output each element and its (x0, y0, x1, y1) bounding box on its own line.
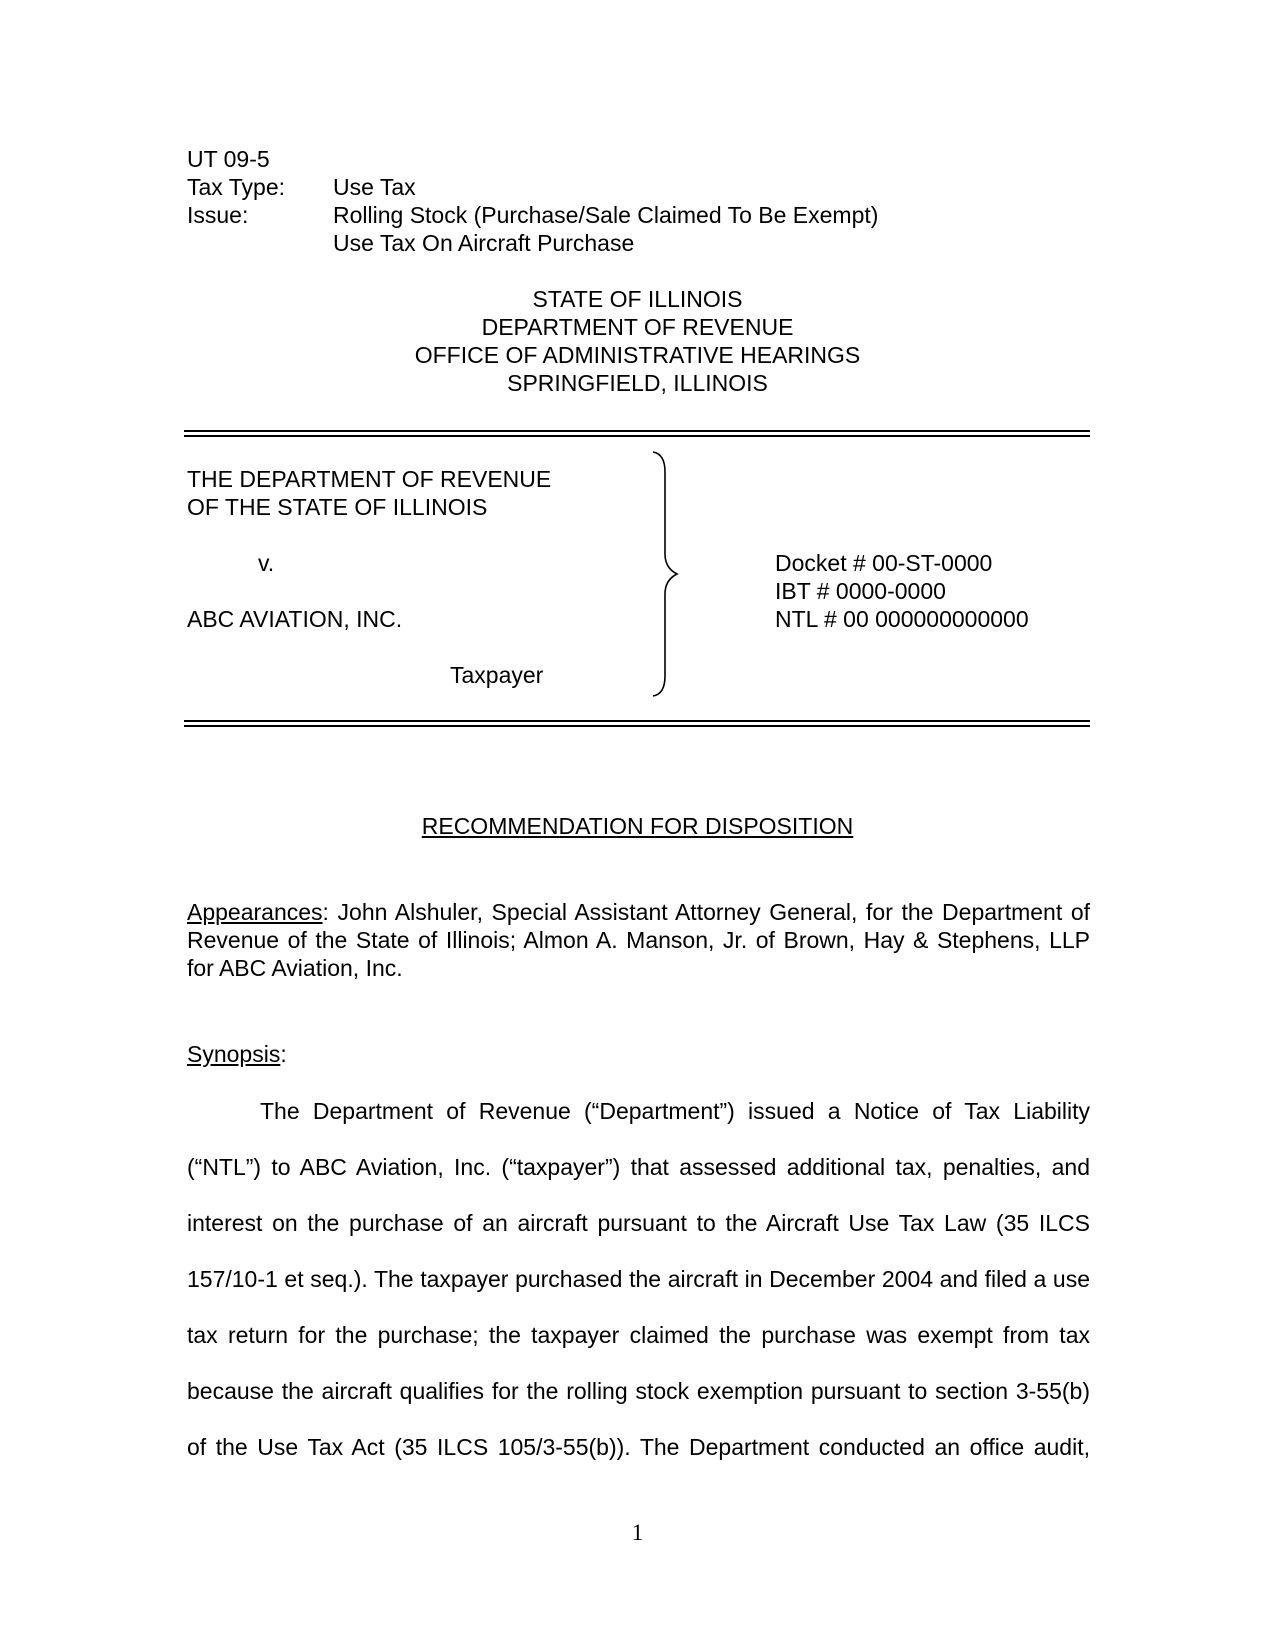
tax-type-value: Use Tax (333, 174, 416, 200)
agency-line-1: STATE OF ILLINOIS (532, 286, 743, 312)
document-title: RECOMMENDATION FOR DISPOSITION (421, 813, 854, 839)
synopsis-line-7: of the Use Tax Act (35 ILCS 105/3-55(b)). The Department conducted an office audit, (187, 1434, 1090, 1460)
synopsis-line-5: tax return for the purchase; the taxpayer claimed the purchase was exempt from tax (187, 1322, 1090, 1348)
synopsis-line-4: 157/10-1 et seq.). The taxpayer purchased the aircraft in December 2004 and filed a use (187, 1266, 1090, 1292)
plaintiff-line-2: OF THE STATE OF ILLINOIS (187, 494, 488, 520)
ntl-number: NTL # 00 000000000000 (775, 606, 1029, 632)
appearances-line-3: for ABC Aviation, Inc. (187, 955, 403, 981)
agency-line-2: DEPARTMENT OF REVENUE (481, 314, 794, 340)
appearances-line-1 (187, 898, 1090, 926)
issue-value-2: Use Tax On Aircraft Purchase (333, 230, 635, 256)
versus: v. (258, 550, 275, 576)
issue-label: Issue: (187, 202, 249, 228)
bottom-rule-lower (184, 725, 1090, 727)
bottom-rule-upper (184, 720, 1090, 722)
plaintiff-line-1: THE DEPARTMENT OF REVENUE (187, 466, 552, 492)
agency-line-4: SPRINGFIELD, ILLINOIS (507, 370, 768, 396)
synopsis-line-3: interest on the purchase of an aircraft pursuant to the Aircraft Use Tax Law (35 ILCS (187, 1210, 1090, 1236)
synopsis-label: Synopsis (187, 1041, 281, 1067)
synopsis-line-6: because the aircraft qualifies for the rolling stock exemption pursuant to section 3-55(b) (187, 1378, 1090, 1404)
synopsis-heading (187, 1040, 287, 1068)
page-number: 1 (631, 1520, 644, 1545)
ibt-number: IBT # 0000-0000 (775, 578, 946, 604)
docket-number: Docket # 00-ST-0000 (775, 550, 993, 576)
defendant-name: ABC AVIATION, INC. (187, 606, 403, 632)
appearances-line-2: Revenue of the State of Illinois; Almon A. Manson, Jr. of Brown, Hay & Stephens, LLP (187, 927, 1090, 953)
top-rule-lower (184, 435, 1090, 437)
document-id: UT 09-5 (187, 146, 270, 172)
synopsis-line-2: (“NTL”) to ABC Aviation, Inc. (“taxpayer”) that assessed additional tax, penalties, and (187, 1154, 1090, 1180)
appearances-label: Appearances (187, 899, 323, 925)
agency-line-3: OFFICE OF ADMINISTRATIVE HEARINGS (414, 342, 861, 368)
top-rule-upper (184, 430, 1090, 432)
tax-type-label: Tax Type: (187, 174, 286, 200)
synopsis-line-1: The Department of Revenue (“Department”) issued a Notice of Tax Liability (260, 1098, 1090, 1124)
caption-brace (645, 450, 685, 698)
synopsis-colon: : (280, 1041, 287, 1067)
issue-value-1: Rolling Stock (Purchase/Sale Claimed To Be Exempt) (333, 202, 879, 228)
taxpayer-role: Taxpayer (450, 662, 544, 688)
appearances-text-1: : John Alshuler, Special Assistant Attorney General, for the Department of (322, 899, 1090, 925)
